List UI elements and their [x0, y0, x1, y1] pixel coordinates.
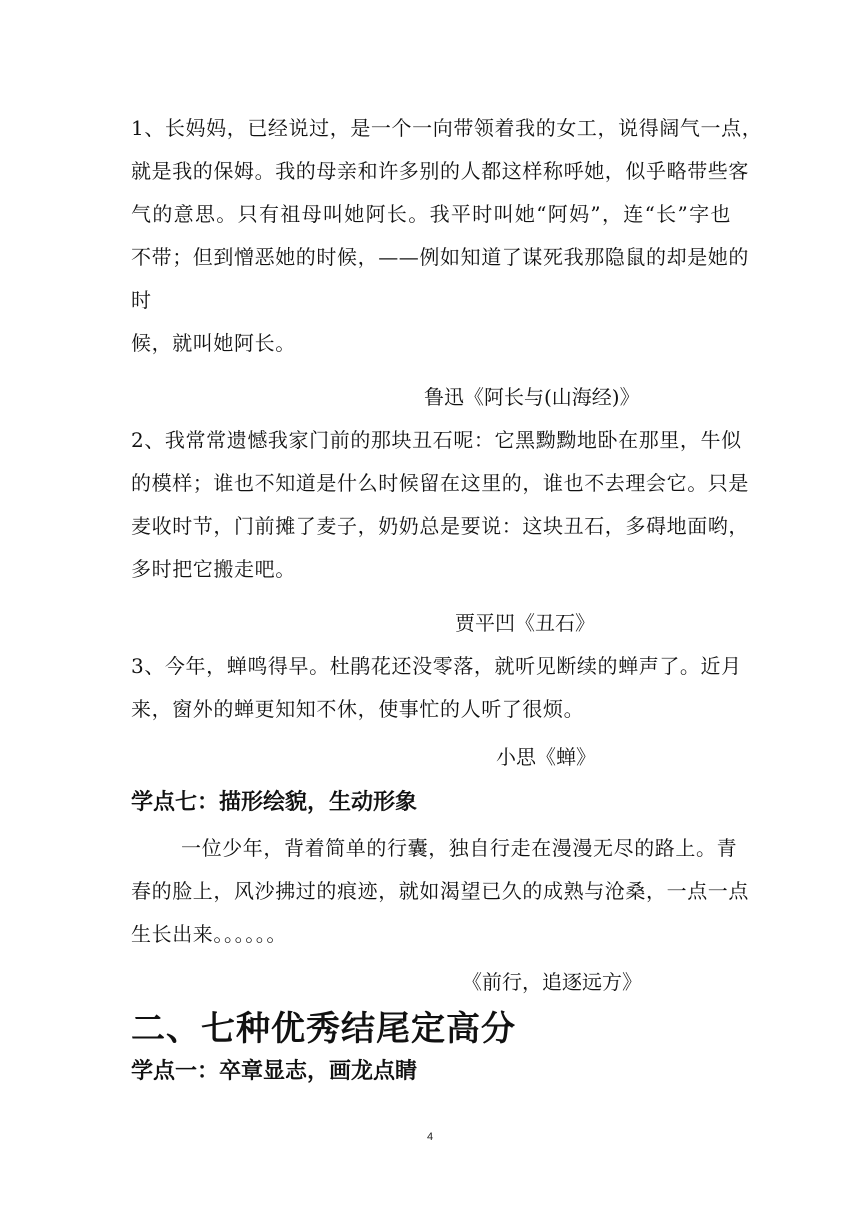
passage-1-line-5: 时: [131, 288, 152, 312]
point-7-heading: 学点七：描形绘貌，生动形象: [131, 789, 418, 815]
point-7-line-1: 一位少年，背着简单的行囊，独自行走在漫漫无尽的路上。青: [181, 836, 738, 860]
passage-2-line-2: 的模样；谁也不知道是什么时候留在这里的，谁也不去理会它。只是: [131, 471, 749, 495]
page-number: 4: [426, 1131, 434, 1143]
passage-2-line-1: 2、我常常遗憾我家门前的那块丑石呢：它黑黝黝地卧在那里，牛似: [131, 428, 742, 452]
passage-1-source: 鲁迅《阿长与(山海经)》: [424, 385, 640, 409]
passage-2-line-3: 麦收时节，门前摊了麦子，奶奶总是要说：这块丑石，多碍地面哟，: [131, 514, 749, 538]
point-1-heading: 学点一：卒章显志，画龙点睛: [131, 1058, 418, 1084]
passage-3-source: 小思《蝉》: [496, 745, 596, 769]
point-7-line-2: 春的脸上，风沙拂过的痕迹，就如渴望已久的成熟与沧桑，一点一点: [131, 879, 749, 903]
passage-1-line-3: 气的意思。只有祖母叫她阿长。我平时叫她“阿妈”，连“长”字也: [131, 202, 731, 226]
point-7-source: 《前行，追逐远方》: [462, 970, 642, 994]
section-2-heading: 二、七种优秀结尾定高分: [131, 1009, 516, 1049]
point-7-line-3: 生长出来。。。。。。: [131, 922, 287, 946]
passage-2-source: 贾平凹《丑石》: [455, 611, 595, 635]
passage-3-line-2: 来，窗外的蝉更知知不休，使事忙的人听了很烦。: [131, 697, 585, 721]
passage-1-line-6: 候，就叫她阿长。: [131, 331, 296, 355]
passage-3-line-1: 3、今年，蝉鸣得早。杜鹃花还没零落，就听见断续的蝉声了。近月: [131, 654, 742, 678]
passage-1-line-2: 就是我的保姆。我的母亲和许多别的人都这样称呼她，似乎略带些客: [131, 159, 749, 183]
passage-1-line-4: 不带；但到憎恶她的时候，——例如知道了谋死我那隐鼠的却是她的: [131, 245, 749, 269]
passage-2-line-4: 多时把它搬走吧。: [131, 557, 296, 581]
passage-1-line-1: 1、长妈妈，已经说过，是一个一向带领着我的女工，说得阔气一点，: [131, 116, 763, 140]
